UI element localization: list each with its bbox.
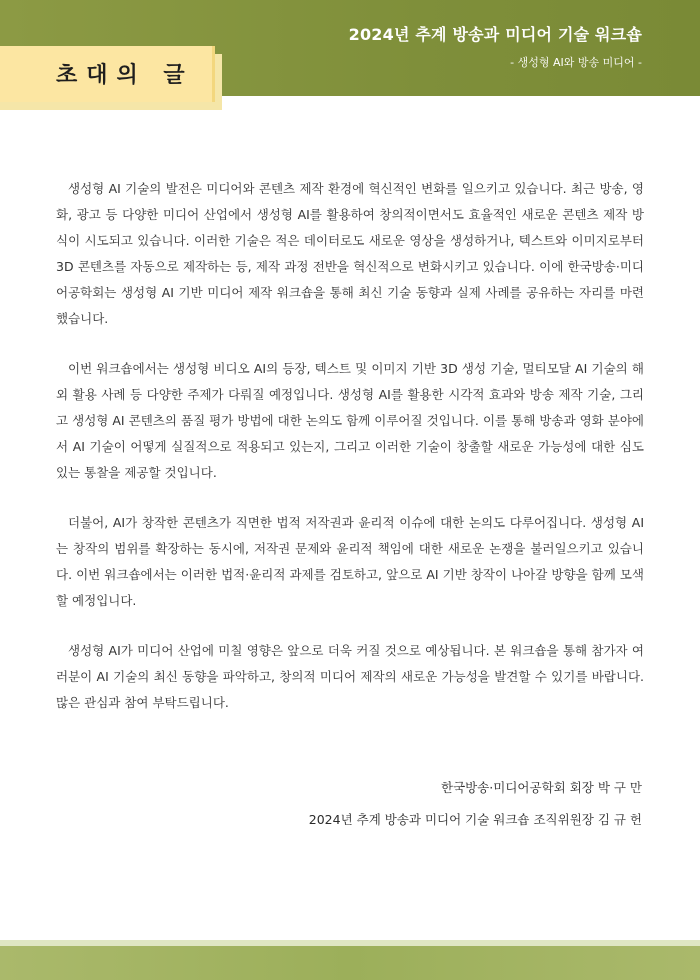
paragraph: 생성형 AI가 미디어 산업에 미칠 영향은 앞으로 더욱 커질 것으로 예상됩니다. 본 워크숍을 통해 참가자 여러분이 AI 기술의 최신 동향을 파악하고, 창의적 미디어 제작의 새로운 가능성을 발견할 수 있기를 바랍니다. 많은 관심과 참여 부탁드립니다. — [56, 643, 644, 710]
event-title: 2024년 추계 방송과 미디어 기술 워크숍 — [348, 25, 642, 44]
signature-president: 한국방송·미디어공학회 회장 박 구 만 — [441, 780, 642, 795]
footer-band — [0, 946, 700, 980]
section-title: 초대의 글 — [56, 63, 194, 88]
paragraph: 이번 워크숍에서는 생성형 비디오 AI의 등장, 텍스트 및 이미지 기반 3D 생성 기술, 멀티모달 AI 기술의 해외 활용 사례 등 다양한 주제가 다뤄질 예정입니다. 생성형 AI를 활용한 시각적 효과와 방송 제작 기술, 그리고 생성형 AI 콘텐츠의 품질 평가 방법에 대한 논의도 함께 이루어질 것입니다. 이를 통해 방송과 영화 분야에서 AI 기술이 어떻게 실질적으로 적용되고 있는지, 그리고 이러한 기술이 창출할 새로운 가능성에 대한 심도 있는 통찰을 제공할 것입니다. — [56, 361, 644, 480]
signature-block — [309, 772, 642, 836]
signature-chair: 2024년 추계 방송과 미디어 기술 워크숍 조직위원장 김 규 헌 — [308, 812, 642, 827]
paragraph: 더불어, AI가 창작한 콘텐츠가 직면한 법적 저작권과 윤리적 이슈에 대한 논의도 다루어집니다. 생성형 AI는 창작의 범위를 확장하는 동시에, 저작권 문제와 윤리적 책임에 대한 새로운 논쟁을 불러일으키고 있습니다. 이번 워크숍에서는 이러한 법적·윤리적 과제를 검토하고, 앞으로 AI 기반 창작이 나아갈 방향을 함께 모색할 예정입니다. — [56, 515, 644, 608]
event-subtitle: - 생성형 AI와 방송 미디어 - — [510, 56, 642, 69]
paragraph: 생성형 AI 기술의 발전은 미디어와 콘텐츠 제작 환경에 혁신적인 변화를 일으키고 있습니다. 최근 방송, 영화, 광고 등 다양한 미디어 산업에서 생성형 AI를 활용하여 창의적이면서도 효율적인 새로운 콘텐츠 제작 방식이 시도되고 있습니다. 이러한 기술은 적은 데이터로도 새로운 영상을 생성하거나, 텍스트와 이미지로부터 3D 콘텐츠를 자동으로 제작하는 등, 제작 과정 전반을 혁신적으로 변화시키고 있습니다. 이에 한국방송·미디어공학회는 생성형 AI 기반 미디어 제작 워크숍을 통해 최신 기술 동향과 실제 사례를 공유하는 자리를 마련했습니다. — [56, 181, 644, 326]
invitation-body — [56, 176, 644, 740]
